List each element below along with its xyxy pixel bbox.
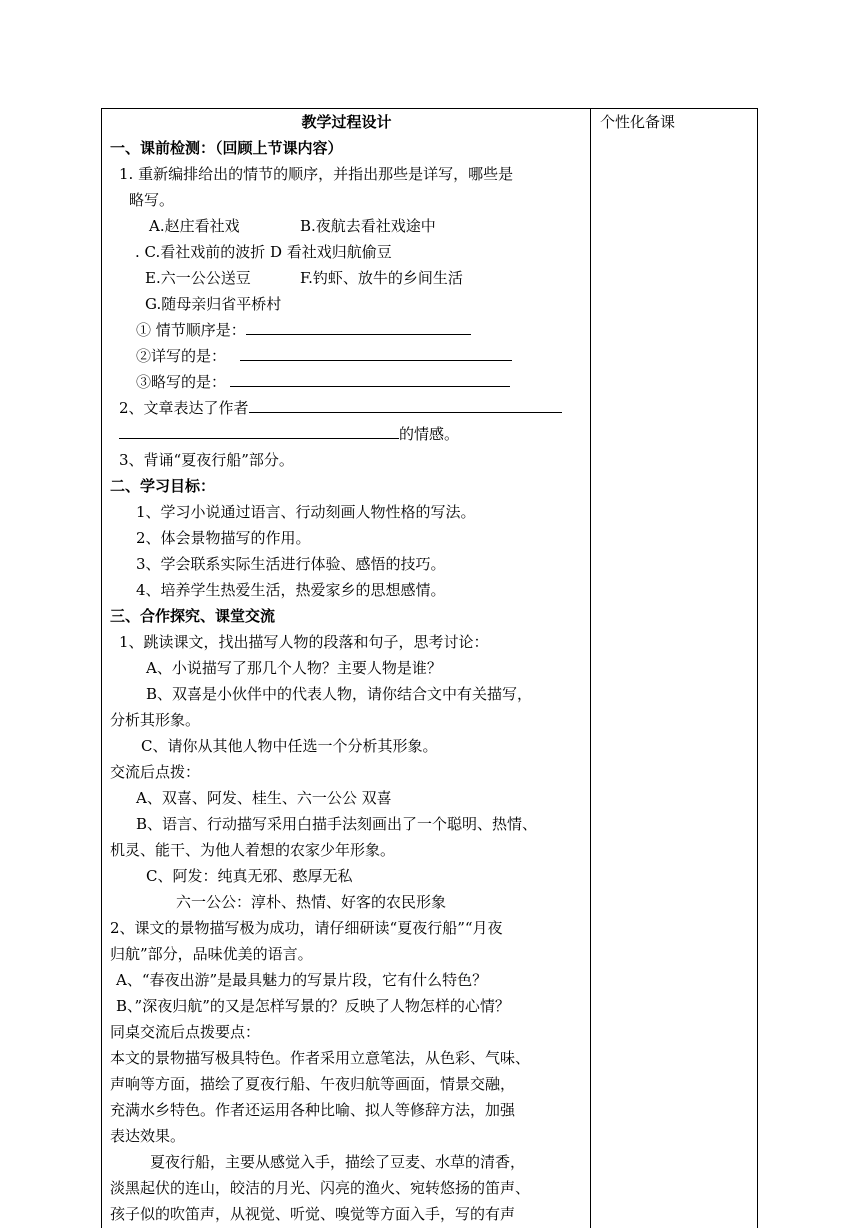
answer-blank-3[interactable] [230,372,510,387]
paragraph-2-line3: 孩子似的吹笛声，从视觉、听觉、嗅觉等方面入手，写的有声 [110,1205,516,1223]
paragraph-1-line1: 本文的景物描写极具特色。作者采用立意笔法，从色彩、气味、 [110,1049,531,1067]
option-b: B.夜航去看社戏途中 [300,217,436,235]
goal-1: 1、学习小说通过语言、行动刻画人物性格的写法。 [136,503,476,521]
answer-a: A、双喜、阿发、桂生、六一公公 双喜 [136,789,392,807]
lesson-table [101,108,758,1228]
paragraph-2-line2: 淡黑起伏的连山，皎洁的月光、闪亮的渔火、宛转悠扬的笛声、 [110,1179,531,1197]
task-2a: A、“春夜出游”是最具魅力的写景片段，它有什么特色？ [116,971,488,989]
side-column-title: 个性化备课 [600,113,676,131]
answer-b-line2: 机灵、能干、为他人着想的农家少年形象。 [110,841,396,859]
option-c-d: . C.看社戏前的波折 D 看社戏归航偷豆 [135,243,392,261]
option-f: F.钓虾、放牛的乡间生活 [300,269,463,287]
task-1: 1、跳读课文，找出描写人物的段落和句子，思考讨论： [119,633,489,651]
fill-plot-order-label: ① 情节顺序是： [136,321,246,339]
question-3: 3、背诵“夏夜行船”部分。 [119,451,294,469]
answer-blank-4[interactable] [249,398,562,413]
fill-plot-order [136,320,471,340]
goal-3: 3、学会联系实际生活进行体验、感悟的技巧。 [136,555,446,573]
paragraph-2-line1: 夏夜行船，主要从感觉入手，描绘了豆麦、水草的清香， [150,1153,526,1171]
question-1-line2: 略写。 [129,191,175,209]
option-a: A.赵庄看社戏 [149,217,240,235]
option-e: E.六一公公送豆 [145,269,251,287]
fill-detailed-label: ②详写的是： [136,347,227,365]
task-1a: A、小说描写了那几个人物？主要人物是谁？ [146,659,442,677]
answer-blank-1[interactable] [246,320,471,335]
answer-c-line2: 六一公公：淳朴、热情、好客的农民形象 [176,893,447,911]
pair-discussion-label: 同桌交流后点拨要点： [110,1023,261,1041]
option-g: G.随母亲归省平桥村 [145,295,282,313]
answer-c: C、阿发：纯真无邪、憨厚无私 [146,867,353,885]
after-discussion-label: 交流后点拨： [110,763,201,781]
answer-blank-2[interactable] [240,346,512,361]
question-2-suffix: 的情感。 [399,425,460,443]
question-2-label: 2、文章表达了作者 [119,399,249,417]
goal-4: 4、培养学生热爱生活，热爱家乡的思想感情。 [136,581,446,599]
table-title: 教学过程设计 [301,113,392,131]
goal-2: 2、体会景物描写的作用。 [136,529,311,547]
main-column [102,109,591,1228]
section-heading-inquiry: 三、合作探究、课堂交流 [110,607,276,625]
section-heading-pretest: 一、课前检测：（回顾上节课内容） [110,139,343,157]
question-1-line1: 1. 重新编排给出的情节的顺序，并指出那些是详写，哪些是 [119,165,514,183]
side-column [591,109,757,1228]
task-1c: C、请你从其他人物中任选一个分析其形象。 [141,737,438,755]
paragraph-1-line4: 表达效果。 [110,1127,186,1145]
paragraph-1-line3: 充满水乡特色。作者还运用各种比喻、拟人等修辞方法，加强 [110,1101,516,1119]
task-2-line1: 2、课文的景物描写极为成功，请仔细研读“夏夜行船”“月夜 [110,919,503,937]
task-2b: B、”深夜归航”的又是怎样写景的？反映了人物怎样的心情？ [116,997,510,1015]
answer-blank-5[interactable] [119,424,399,439]
question-2-line2 [119,424,459,444]
fill-detailed [136,346,512,366]
paragraph-1-line2: 声响等方面，描绘了夏夜行船、午夜归航等画面，情景交融， [110,1075,516,1093]
fill-brief [136,372,510,392]
task-1b-line1: B、双喜是小伙伴中的代表人物，请你结合文中有关描写， [146,685,533,703]
fill-brief-label: ③略写的是： [136,373,227,391]
question-2-line1 [119,398,562,418]
answer-b-line1: B、语言、行动描写采用白描手法刻画出了一个聪明、热情、 [136,815,538,833]
task-1b-line2: 分析其形象。 [110,711,201,729]
section-heading-goals: 二、学习目标： [110,477,216,495]
task-2-line2: 归航”部分，品味优美的语言。 [110,945,313,963]
